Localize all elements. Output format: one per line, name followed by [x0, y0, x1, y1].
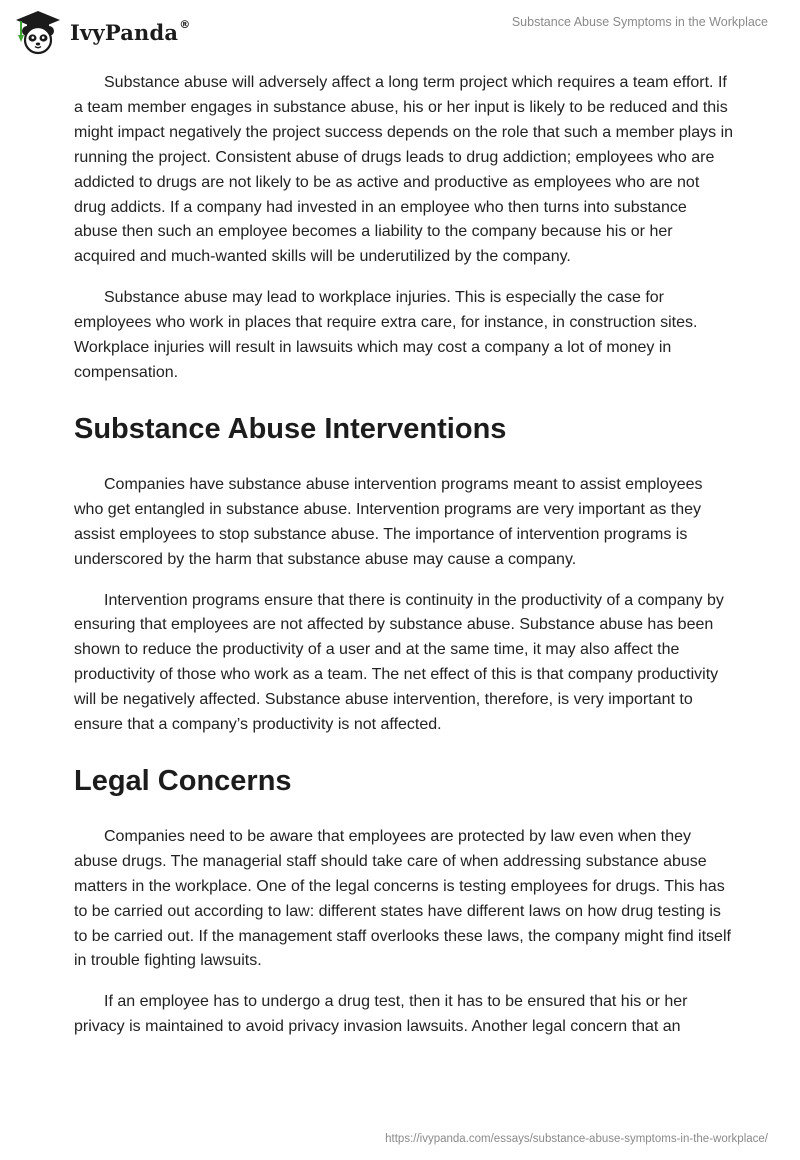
paragraph: If an employee has to undergo a drug test, then it has to be ensured that his or her privacy is maintained to avoid privacy invasion lawsuits. Another legal concern that an	[74, 993, 688, 1036]
section-heading-interventions: Substance Abuse Interventions	[74, 412, 507, 445]
essay-body	[74, 71, 734, 1056]
paragraph: Intervention programs ensure that there is continuity in the productivity of a company by ensuring that employees are not affected by substance abuse. Substance abuse has been shown to reduce the productivity of a user and at the same time, it may also affect the productivity of those who work as a team. The net effect of this is that company productivity will be negatively affected. Substance abuse intervention, therefore, is very important to ensure that a company’s productivity is not affected.	[74, 591, 724, 734]
page-header	[0, 0, 800, 60]
paragraph: Companies need to be aware that employees are protected by law even when they abuse drugs. The managerial staff should take care of when addressing substance abuse matters in the workplace. One of the legal concerns is testing employees for drugs. This has to be carried out according to law: different states have different laws on how drug testing is to be carried out. If the management staff overlooks these laws, the company might find itself in trouble fighting lawsuits.	[74, 827, 731, 970]
registered-mark: ®	[179, 17, 191, 31]
section-heading-legal-concerns: Legal Concerns	[74, 764, 292, 797]
logo-wordmark: IvyPanda®	[70, 17, 191, 45]
running-title: Substance Abuse Symptoms in the Workplace	[511, 15, 768, 29]
panda-graduate-icon	[14, 9, 62, 55]
paragraph: Substance abuse will adversely affect a long term project which requires a team effort. If a team member engages in substance abuse, his or her input is likely to be reduced and this might impact negatively the project success depends on the role that such a member plays in running the project. Consistent abuse of drugs leads to drug addiction; employees who are addicted to drugs are not likely to be as active and productive as employees who are not drug addicts. If a company had invested in an employee who then turns into substance abuse then such an employee becomes a liability to the company because his or her acquired and much-wanted skills will be underutilized by the company.	[74, 74, 734, 266]
source-url[interactable]: https://ivypanda.com/essays/substance-abuse-symptoms-in-the-workplace/	[385, 1133, 768, 1145]
ivypanda-logo[interactable]	[14, 8, 190, 56]
paragraph: Substance abuse may lead to workplace injuries. This is especially the case for employees who work in places that require extra care, for instance, in construction sites. Workplace injuries will result in lawsuits which may cost a company a lot of money in compensation.	[74, 289, 698, 381]
paragraph: Companies have substance abuse intervention programs meant to assist employees who get entangled in substance abuse. Intervention programs are very important as they assist employees to stop substance abuse. The importance of intervention programs is underscored by the harm that substance abuse may cause a company.	[74, 475, 703, 568]
